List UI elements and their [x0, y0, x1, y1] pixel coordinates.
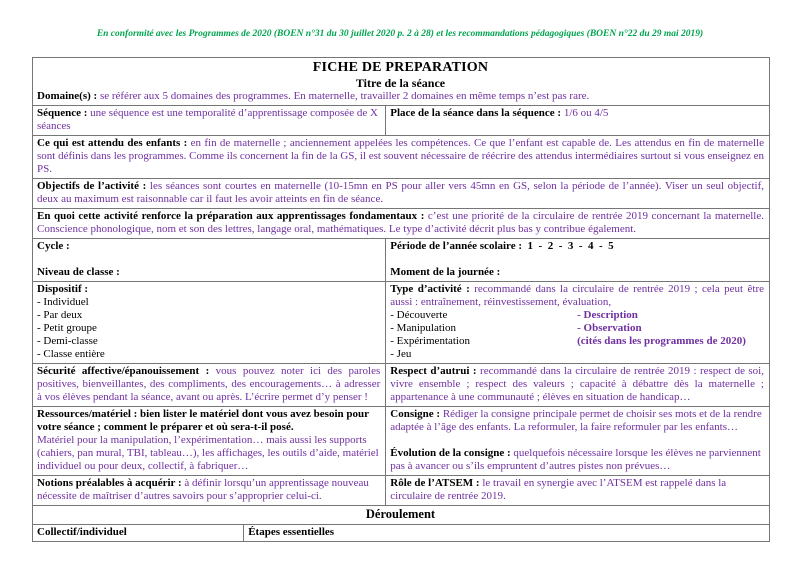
- place-cell: [386, 106, 769, 135]
- dispositif-item: - Individuel: [37, 296, 89, 308]
- notions-text: à définir lorsqu’un apprentissage nouveau nécessite de maîtriser d’autres savoirs pour s’approprier celui-ci.: [37, 477, 369, 502]
- type-activite-line: [390, 348, 764, 361]
- attendu-row: [33, 135, 769, 178]
- type-activite-line: [390, 309, 764, 322]
- periode-label: Période de l’année scolaire :: [390, 240, 523, 252]
- collectif-etapes-row: [33, 524, 769, 541]
- type-item: - Expérimentation: [390, 335, 470, 347]
- securite-label: Sécurité affective/épanouissement :: [37, 365, 216, 377]
- notions-label: Notions préalables à acquérir :: [37, 477, 185, 489]
- place-text: 1/6 ou 4/5: [563, 107, 609, 119]
- periode-values: 1 - 2 - 3 - 4 - 5: [522, 240, 614, 252]
- type-activite-label: Type d’activité :: [390, 283, 475, 295]
- niveau-label: Niveau de classe :: [37, 266, 120, 278]
- renforce-text: c’est une priorité de la circulaire de rentrée 2019 concernant la maternelle. Conscience phonologique, nom et son des lettres, langage oral, mathématiques. Le type d’activité décrit plus bas y contribue également.: [37, 210, 764, 235]
- type-item-note: (cités dans les programmes de 2020): [577, 335, 746, 347]
- domaine-text: se référer aux 5 domaines des programmes. En maternelle, travailler 2 domaines en même temps n’est pas rare.: [99, 90, 590, 102]
- ressources-label: Ressources/matériel : bien lister le matériel dont vous avez besoin pour votre séance ; comment le préparer et où sera-t-il posé.: [37, 408, 369, 433]
- seance-subtitle: Titre de la séance: [355, 76, 446, 90]
- respect-label: Respect d’autrui :: [390, 365, 481, 377]
- attendu-label: Ce qui est attendu des enfants :: [37, 137, 191, 149]
- type-activite-cell: [386, 282, 769, 363]
- notions-atsem-row: [33, 475, 769, 505]
- objectifs-row: [33, 178, 769, 208]
- objectifs-text: les séances sont courtes en maternelle (10-15mn en PS pour aller vers 45mn en GS, selon la période de l’année). Viser un seul objectif, deux au maximum est raisonnable car il faut les avoir atteints en fin de séance.: [37, 180, 764, 205]
- dispositif-item: - Petit groupe: [37, 322, 97, 334]
- dispositif-label: Dispositif :: [37, 283, 89, 295]
- sequence-label: Séquence :: [37, 107, 91, 119]
- attendu-text: en fin de maternelle ; anciennement appelées les compétences. Ce que l’enfant est capable de. Les attendus en fin de maternelle sont définis dans les programmes. Comme ils concernent la fin de la GS, il est souvent nécessaire de réécrire des attendus intermédiaires surtout si vous enseignez en PS.: [37, 137, 765, 175]
- type-item-note: - Description: [577, 309, 638, 321]
- securite-text: vous pouvez noter ici des paroles positives, bienveillantes, des compliments, des encouragements… à adresser à vos élèves pendant la séance, avant ou après. L’écrire permet d’y penser !: [37, 365, 381, 403]
- consigne-cell: [386, 407, 769, 475]
- type-activite-line: [390, 335, 764, 348]
- deroulement-title: Déroulement: [365, 507, 436, 521]
- dispositif-cell: [33, 282, 386, 363]
- notions-cell: [33, 476, 386, 505]
- consigne-text: Rédiger la consigne principale permet de choisir ses mots et de la rendre adaptée à l’âge des enfants. La reformuler, la faire reformuler par les enfants…: [390, 408, 762, 433]
- dispositif-item: - Classe entière: [37, 348, 105, 360]
- preparation-sheet: [32, 57, 770, 542]
- type-item-note: - Observation: [577, 322, 642, 334]
- type-item: - Jeu: [390, 348, 412, 360]
- dispositif-type-row: [33, 281, 769, 363]
- evolution-text: quelquefois nécessaire lorsque les élèves ne parviennent pas à avancer ou s’ils empruntent d’autres pistes non prévues…: [390, 447, 761, 472]
- type-item: - Découverte: [390, 309, 448, 321]
- respect-cell: [386, 364, 769, 406]
- type-item-note: [577, 348, 764, 361]
- periode-cell: [386, 239, 769, 281]
- cycle-cell: [33, 239, 386, 281]
- dispositif-item: - Par deux: [37, 309, 83, 321]
- atsem-label: Rôle de l’ATSEM :: [390, 477, 483, 489]
- evolution-label: Évolution de la consigne :: [390, 447, 514, 459]
- sequence-text: une séquence est une temporalité d’apprentissage composée de X séances: [37, 107, 378, 132]
- type-activite-line: [390, 322, 764, 335]
- sequence-row: [33, 105, 769, 135]
- type-activite-text: recommandé dans la circulaire de rentrée 2019 ; cela peut être aussi : entraînement, réinvestissement, évaluation,: [390, 283, 764, 308]
- atsem-cell: [386, 476, 769, 505]
- etapes-header: Étapes essentielles: [248, 526, 335, 538]
- domaine-label: Domaine(s) :: [37, 90, 100, 102]
- objectifs-label: Objectifs de l’activité :: [37, 180, 150, 192]
- dispositif-item: - Demi-classe: [37, 335, 98, 347]
- place-label: Place de la séance dans la séquence :: [390, 107, 564, 119]
- ressources-cell: [33, 407, 386, 475]
- renforce-row: [33, 208, 769, 238]
- securite-cell: [33, 364, 386, 406]
- sequence-cell: [33, 106, 386, 135]
- domaine-line: [37, 90, 764, 103]
- cycle-label: Cycle :: [37, 240, 70, 252]
- title-row: [33, 58, 769, 105]
- moment-label: Moment de la journée :: [390, 266, 501, 278]
- ressources-text: Matériel pour la manipulation, l’expérimentation… mais aussi les supports (cahiers, pan mural, TBI, tableau…), les affichages, les outils d’aide, matériel individuel ou pour deux, collectif, à fabriquer…: [37, 434, 379, 472]
- deroulement-row: [33, 505, 769, 524]
- renforce-label: En quoi cette activité renforce la préparation aux apprentissages fondamentaux :: [37, 210, 428, 222]
- atsem-text: le travail en synergie avec l’ATSEM est rappelé dans la circulaire de rentrée 2019.: [390, 477, 727, 502]
- consigne-label: Consigne :: [390, 408, 443, 420]
- conformity-note: En conformité avec les Programmes de 2020 (BOEN n°31 du 30 juillet 2020 p. 2 à 28) et les recommandations pédagogiques (BOEN n°22 du 29 mai 2019): [96, 29, 704, 39]
- ressources-consigne-row: [33, 406, 769, 475]
- securite-respect-row: [33, 363, 769, 406]
- type-item: - Manipulation: [390, 322, 456, 334]
- fiche-title: FICHE DE PREPARATION: [312, 60, 489, 75]
- respect-text: recommandé dans la circulaire de rentrée 2019 : respect de soi, vivre ensemble ; respect des valeurs ; capacité à débattre dès la maternelle ; appartenance à une communauté ; élèves en situation de handicap…: [390, 365, 764, 403]
- collectif-header: Collectif/individuel: [33, 525, 244, 541]
- cycle-periode-row: [33, 238, 769, 281]
